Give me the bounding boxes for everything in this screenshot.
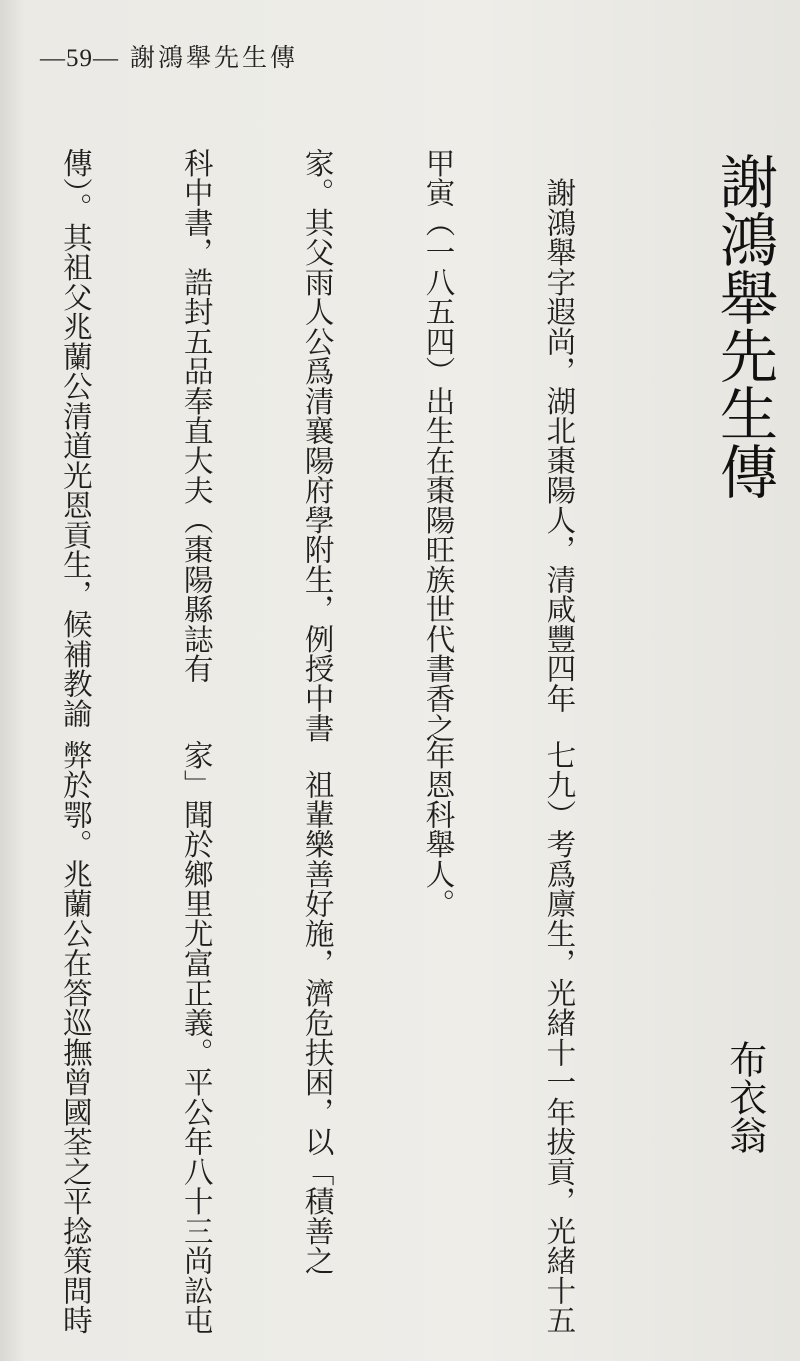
text-block-lower [50, 740, 660, 1335]
text-column: 年恩科舉人。 [421, 740, 456, 919]
text-block-upper [50, 148, 660, 743]
author-name: 布衣翁 [722, 1040, 767, 1154]
text-column: 家。其父雨人公爲清襄陽府學附生，例授中書 [300, 148, 335, 743]
text-column: 弊於鄂。兆蘭公在答巡撫曾國荃之平捻策問時 [58, 740, 93, 1335]
running-title: 謝鴻舉先生傳 [129, 43, 298, 72]
page-number: —59— [40, 45, 119, 72]
text-column: 傳）。其祖父兆蘭公清道光恩貢生，候補教諭 [58, 148, 93, 729]
text-column: 祖輩樂善好施，濟危扶困，以「積善之 [300, 740, 335, 1276]
page-header [40, 38, 298, 74]
text-column: 家」聞於鄉里尤富正義。平公年八十三尚訟屯 [179, 740, 214, 1335]
text-column: 謝鴻舉字遐尚，湖北棗陽人，清咸豐四年 [542, 148, 577, 714]
text-column: 甲寅（一八五四）出生在棗陽旺族世代書香之 [421, 148, 456, 743]
text-column: 科中書，誥封五品奉直大夫（棗陽縣誌有 [179, 148, 214, 684]
text-column: 七九）考爲廪生，光緒十一年拔貢，光緒十五 [542, 740, 577, 1335]
article-title: 謝鴻舉先生傳 [710, 152, 778, 500]
